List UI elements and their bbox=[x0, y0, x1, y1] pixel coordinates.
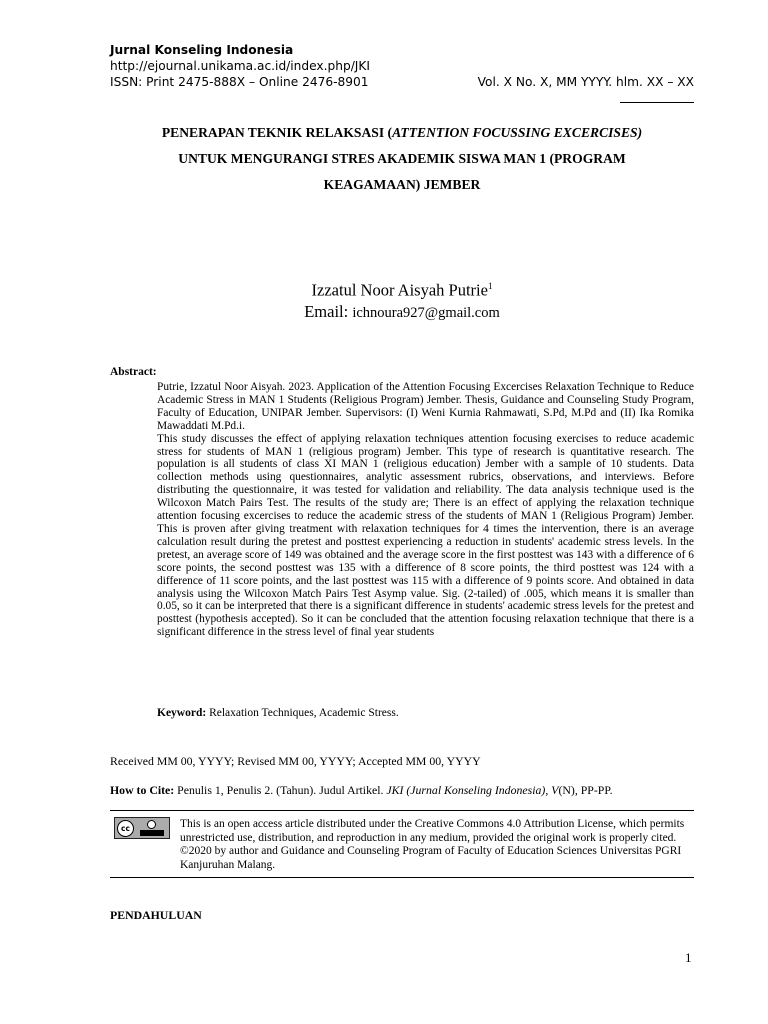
page-number: 1 bbox=[685, 950, 692, 965]
person-icon bbox=[147, 820, 156, 829]
keyword-label: Keyword: bbox=[157, 707, 207, 719]
section-heading: PENDAHULUAN bbox=[110, 908, 202, 922]
affiliation-mark: 1 bbox=[487, 281, 493, 291]
cc-icon: cc bbox=[117, 820, 134, 837]
license-text: This is an open access article distributed under the Creative Commons 4.0 Attribution License, which permits unrestricted use, distribution, and reproduction in any medium, provided the original work is properly cited. ©2020 by author and Guidance and Counseling Program of Faculty of Education Sciences Universitas PGRI Kanjuruhan Malang. bbox=[180, 818, 685, 871]
abstract-citation: Putrie, Izzatul Noor Aisyah. 2023. Application of the Attention Focusing Excercises Relaxation Technique to Reduce Academic Stress in MAN 1 Students (Religious Program) Jember. Thesis, Guidance and Counseling Study Program, Faculty of Education, UNIPAR Jember. Supervisors: (I) Weni Kurnia Rahmawati, S.Pd, M.Pd and (II) Ika Romika Mawaddati M.Pd.i. bbox=[157, 381, 694, 432]
title-line-1: PENERAPAN TEKNIK RELAKSASI (ATTENTION FOCUSSING EXCERCISES) bbox=[161, 125, 643, 140]
journal-name: Jurnal Konseling Indonesia bbox=[110, 43, 294, 57]
journal-url[interactable]: http://ejournal.unikama.ac.id/index.php/JKI bbox=[110, 59, 370, 73]
journal-issn-row bbox=[110, 74, 694, 90]
title-line-2: UNTUK MENGURANGI STRES AKADEMIK SISWA MAN 1 (PROGRAM bbox=[178, 151, 626, 166]
author-email: Email: ichnoura927@gmail.com bbox=[304, 301, 500, 321]
header-divider bbox=[620, 102, 694, 103]
by-bar bbox=[140, 830, 164, 836]
title-line-3: KEAGAMAAN) JEMBER bbox=[323, 177, 481, 192]
email-address[interactable]: ichnoura927@gmail.com bbox=[352, 304, 500, 321]
license-top-rule bbox=[110, 810, 694, 811]
cite-label: How to Cite: bbox=[110, 783, 175, 797]
journal-issn: ISSN: Print 2475-888X – Online 2476-8901 bbox=[110, 75, 369, 89]
article-title bbox=[110, 120, 694, 198]
journal-volume: Vol. X No. X, MM YYYY. hlm. XX – XX bbox=[477, 75, 694, 89]
received-dates: Received MM 00, YYYY; Revised MM 00, YYYY; Accepted MM 00, YYYY bbox=[110, 754, 481, 768]
author-name: Izzatul Noor Aisyah Putrie$^1$ bbox=[311, 280, 493, 300]
keywords bbox=[157, 707, 399, 719]
abstract-text bbox=[157, 381, 694, 639]
author-block bbox=[110, 276, 694, 324]
journal-header bbox=[110, 42, 694, 90]
how-to-cite: How to Cite: Penulis 1, Penulis 2. (Tahun). Judul Artikel. JKI (Jurnal Konseling Indonesia), V(N), PP-PP. bbox=[110, 783, 613, 797]
abstract-heading: Abstract: bbox=[110, 366, 157, 378]
by-icon bbox=[134, 818, 169, 838]
license-bottom-rule bbox=[110, 877, 694, 878]
creative-commons-by-icon bbox=[114, 817, 170, 839]
keyword-text: Relaxation Techniques, Academic Stress. bbox=[206, 707, 399, 719]
title-italic: ATTENTION FOCUSSING EXCERCISES) bbox=[392, 125, 643, 140]
abstract-body: This study discusses the effect of applying relaxation techniques attention focusing exercises to reduce academic stress for students of MAN 1 (religious program) Jember. This type of research is quantitative research. The population is all students of class XI MAN 1 (religious education) Jember with a sample of 10 students. Data collection methods using questionnaires, analytic assessment rubrics, observations, and interviews. Before distributing the questionnaire, it was tested for validation and reliability. The data analysis technique used is the Wilcoxon Match Pairs Test. The results of the study are; There is an effect of applying the relaxation technique attention focusing excercises to reduce the academic stress of the students of MAN 1 (Religious Program) Jember. This is proven after giving treatment with relaxation techniques for 4 times the intervention, there is an average calculation result during the pretest and posttest experiencing a reduction in students' academic stress levels. In the pretest, an average score of 149 was obtained and the average score in the first posttest was 143 with a difference of 6 score points, the second posttest was 135 with a difference of 8 score points, the third posttest was 124 with a difference of 11 score points, and the last posttest was 115 with a difference of 9 points score. And obtained in data analysis using the Wilcoxon Match Pairs Test Asymp value. Sig. (2-tailed) of .005, which means it is smaller than 0.05, so it can be interpreted that there is a significant difference in students' academic stress levels for the pretest and posttest (hypothesis accepted). So it can be concluded that the attention focusing relaxation technique that there is a significant difference in the stress level of final year students bbox=[157, 432, 694, 639]
